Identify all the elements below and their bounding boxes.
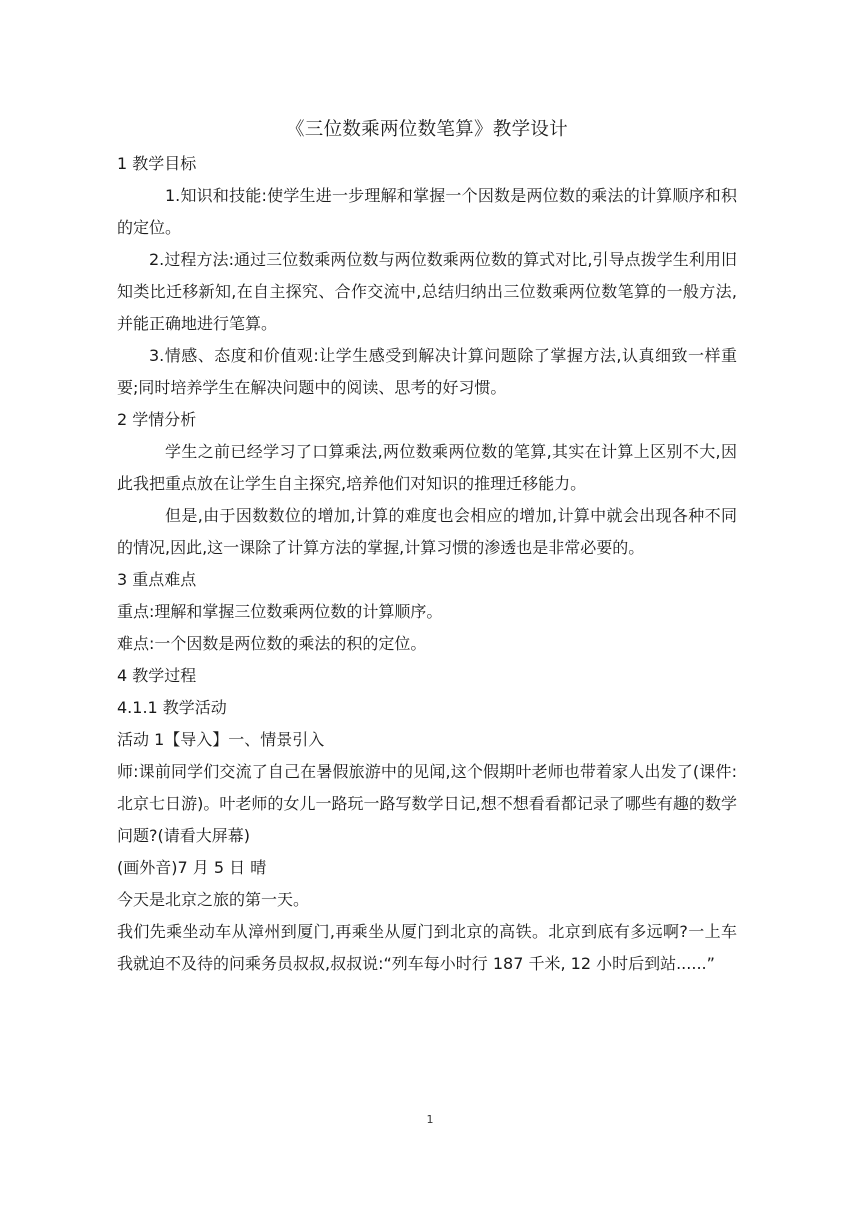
goal-process-paragraph: 2.过程方法:通过三位数乘两位数与两位数乘两位数的算式对比,引导点拨学生利用旧知类比迁移新知,在自主探究、合作交流中,总结归纳出三位数乘两位数笔算的一般方法,并能正确地进行笔算。 [117,250,737,333]
page-number: 1 [426,1113,434,1126]
document-title: 《三位数乘两位数笔算》教学设计 [285,119,568,140]
diary-paragraph-2: 我们先乘坐动车从漳州到厦门,再乘坐从厦门到北京的高铁。北京到底有多远啊?一上车我就迫不及待的问乘务员叔叔,叔叔说:“列车每小时行 187 千米, 12 小时后到站......” [117,922,737,973]
diary-line-1: 今天是北京之旅的第一天。 [117,890,310,909]
diary-date-line: (画外音)7 月 5 日 晴 [117,858,267,877]
goal-knowledge-paragraph: 1.知识和技能:使学生进一步理解和掌握一个因数是两位数的乘法的计算顺序和积的定位。 [117,186,737,237]
key-point-text: 重点:理解和掌握三位数乘两位数的计算顺序。 [117,602,443,621]
activity-1-heading: 活动 1【导入】一、情景引入 [117,730,325,749]
analysis-paragraph-1: 学生之前已经学习了口算乘法,两位数乘两位数的笔算,其实在计算上区别不大,因此我把重点放在让学生自主探究,培养他们对知识的推理迁移能力。 [117,442,737,493]
analysis-paragraph-2: 但是,由于因数数位的增加,计算的难度也会相应的增加,计算中就会出现各种不同的情况,因此,这一课除了计算方法的掌握,计算习惯的渗透也是非常必要的。 [117,506,737,557]
teacher-intro-paragraph: 师:课前同学们交流了自己在暑假旅游中的见闻,这个假期叶老师也带着家人出发了(课件:北京七日游)。叶老师的女儿一路玩一路写数学日记,想不想看看都记录了哪些有趣的数学问题?(请看大屏幕) [117,762,737,845]
section-heading-key-points: 3 重点难点 [117,570,197,589]
section-heading-student-analysis: 2 学情分析 [117,410,197,429]
document-body [117,114,737,980]
section-heading-teaching-process: 4 教学过程 [117,666,197,685]
sub-heading-teaching-activity: 4.1.1 教学活动 [117,698,227,717]
goal-attitude-paragraph: 3.情感、态度和价值观:让学生感受到解决计算问题除了掌握方法,认真细致一样重要;同时培养学生在解决问题中的阅读、思考的好习惯。 [117,346,737,397]
difficulty-text: 难点:一个因数是两位数的乘法的积的定位。 [117,634,427,653]
section-heading-teaching-goals: 1 教学目标 [117,154,197,173]
